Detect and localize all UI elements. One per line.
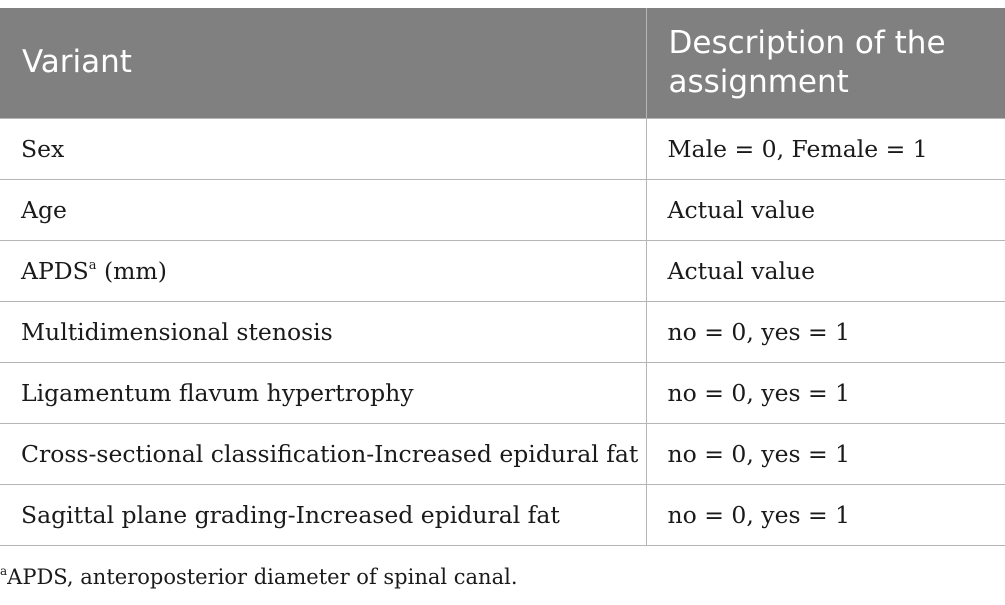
table-row [0, 118, 1005, 179]
variant-cell [0, 362, 646, 423]
table-row [0, 301, 1005, 362]
table-row [0, 362, 1005, 423]
table-row [0, 423, 1005, 484]
footnote-marker: a [0, 564, 8, 578]
table-row [0, 240, 1005, 301]
footnote-text: APDS, anteroposterior diameter of spinal canal. [7, 565, 518, 589]
variant-cell [0, 484, 646, 545]
description-cell: no = 0, yes = 1 [646, 423, 1005, 484]
assignment-table-container [0, 8, 1005, 546]
table-row [0, 484, 1005, 545]
table-row [0, 179, 1005, 240]
variant-text: Cross-sectional classification-Increased epidural fat [21, 439, 639, 468]
description-cell: no = 0, yes = 1 [646, 301, 1005, 362]
variant-text: Sex [21, 134, 65, 163]
description-cell: Male = 0, Female = 1 [646, 118, 1005, 179]
variant-cell [0, 179, 646, 240]
table-footnote [0, 565, 518, 589]
variant-cell [0, 423, 646, 484]
description-cell: no = 0, yes = 1 [646, 484, 1005, 545]
variable-assignment-table [0, 8, 1005, 546]
variant-unit: (mm) [96, 256, 167, 285]
description-cell: Actual value [646, 240, 1005, 301]
variant-text: Age [21, 195, 67, 224]
footnote-marker: a [88, 257, 97, 273]
variant-cell [0, 301, 646, 362]
variant-text: Multidimensional stenosis [21, 317, 333, 346]
variant-text: APDS [21, 256, 89, 285]
variant-cell [0, 118, 646, 179]
table-header-row [0, 8, 1005, 118]
header-variant: Variant [0, 8, 646, 118]
description-cell: no = 0, yes = 1 [646, 362, 1005, 423]
variant-text: Sagittal plane grading-Increased epidural fat [21, 500, 560, 529]
description-cell: Actual value [646, 179, 1005, 240]
variant-text: Ligamentum flavum hypertrophy [21, 378, 414, 407]
header-description: Description of the assignment [646, 8, 1005, 118]
variant-cell [0, 240, 646, 301]
